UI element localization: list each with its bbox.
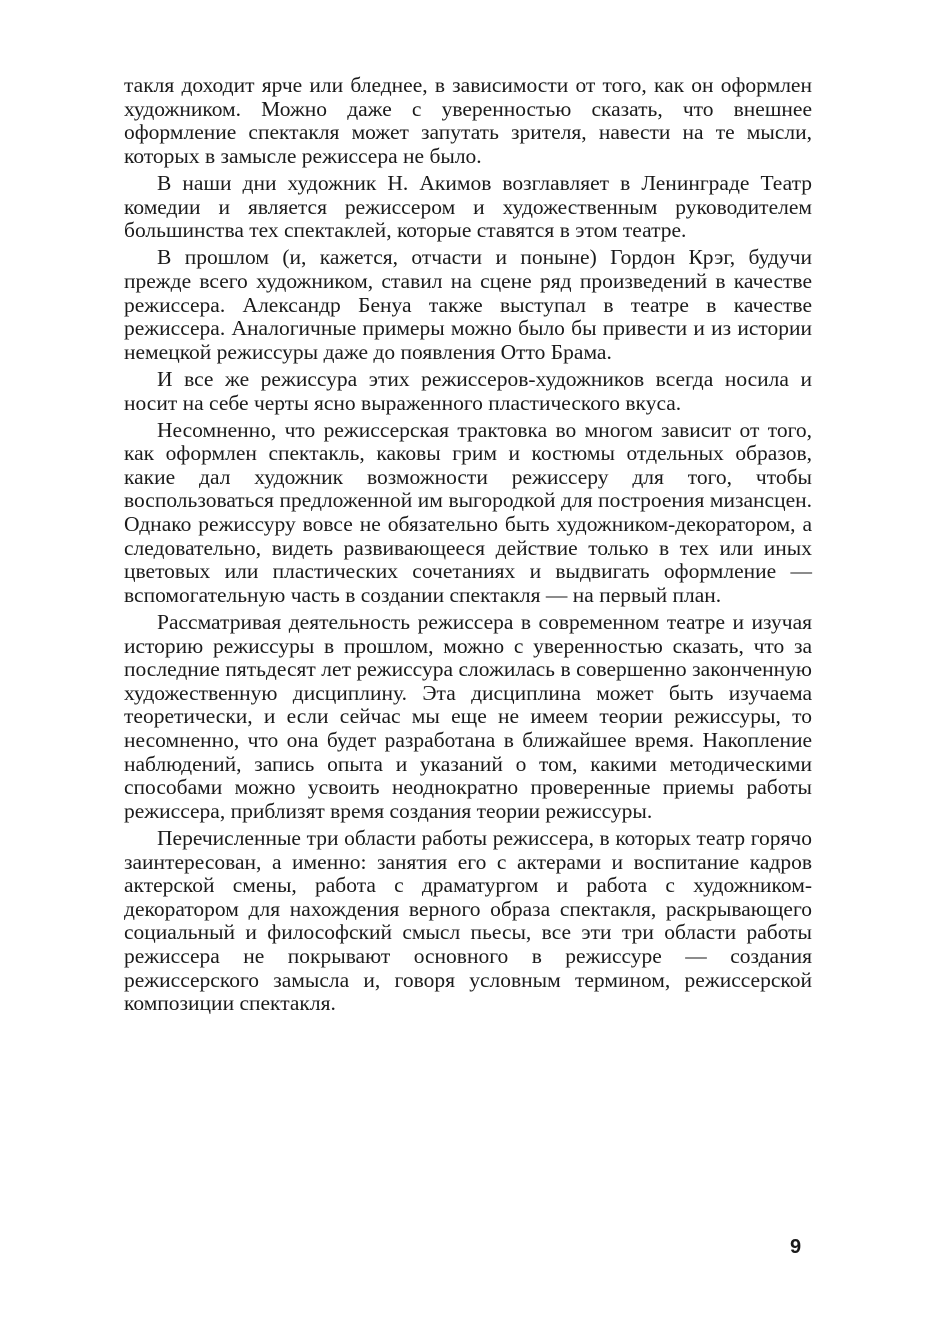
paragraph-interpretation: Несомненно, что режиссерская трактовка во многом зависит от того, как оформлен спектакль, каковы грим и костюмы отдельных образов, какие дал художник возможности режиссеру для того, чтобы воспользоваться предложенной им выгородкой для построения мизансцен. Однако режиссуру вовсе не обязательно быть художником-декоратором, а следовательно, видеть развивающееся действие только в тех или иных цветовых или пластических сочетаниях и выдвигать оформление — вспомогательную часть в создании спектакля — на первый план. bbox=[124, 417, 812, 607]
paragraph-akimov: В наши дни художник Н. Акимов возглавляет в Ленинграде Театр комедии и является режиссером и художественным руководителем большинства тех спектаклей, которые ставятся в этом театре. bbox=[124, 170, 812, 243]
paragraph-continuation: такля доходит ярче или бледнее, в зависимости от того, как он оформлен художником. Можно даже с уверенностью сказать, что внешнее оформление спектакля может запутать зрителя, навести на те мысли, которых в замысле режиссера не было. bbox=[124, 73, 812, 168]
paragraph-plastic-taste: И все же режиссура этих режиссеров-художников всегда носила и носит на себе черты ясно выраженного пластического вкуса. bbox=[124, 366, 812, 415]
paragraph-discipline: Рассматривая деятельность режиссера в современном театре и изучая историю режиссуры в прошлом, можно с уверенностью сказать, что за последние пятьдесят лет режиссура сложилась в совершенно законченную художественную дисциплину. Эта дисциплина может быть изучаема теоретически, и если сейчас мы еще не имеем теории режиссуры, то несомненно, что она будет разработана в ближайшее время. Накопление наблюдений, запись опыта и указаний о том, какими методическими способами можно усвоить неоднократно проверенные приемы работы режиссера, приблизят время создания теории режиссуры. bbox=[124, 610, 812, 823]
page-body bbox=[124, 74, 812, 1019]
paragraph-craig-benois: В прошлом (и, кажется, отчасти и поныне) Гордон Крэг, будучи прежде всего художником, ставил на сцене ряд произведений в качестве режиссера. Александр Бенуа также выступал в театре в качестве режиссера. Аналогичные примеры можно было бы привести и из истории немецкой режиссуры даже до появления Отто Брама. bbox=[124, 245, 812, 364]
paragraph-three-areas: Перечисленные три области работы режиссера, в которых театр горячо заинтересован, а именно: занятия его с актерами и воспитание кадров актерской смены, работа с драматургом и работа с художником-декоратором для нахождения верного образа спектакля, раскрывающего социальный и философский смысл пьесы, все эти три области работы режиссера не покрывают основного в режиссуре — создания режиссерского замысла и, говоря условным термином, режиссерской композиции спектакля. bbox=[124, 825, 812, 1016]
page-number: 9 bbox=[790, 1236, 802, 1258]
